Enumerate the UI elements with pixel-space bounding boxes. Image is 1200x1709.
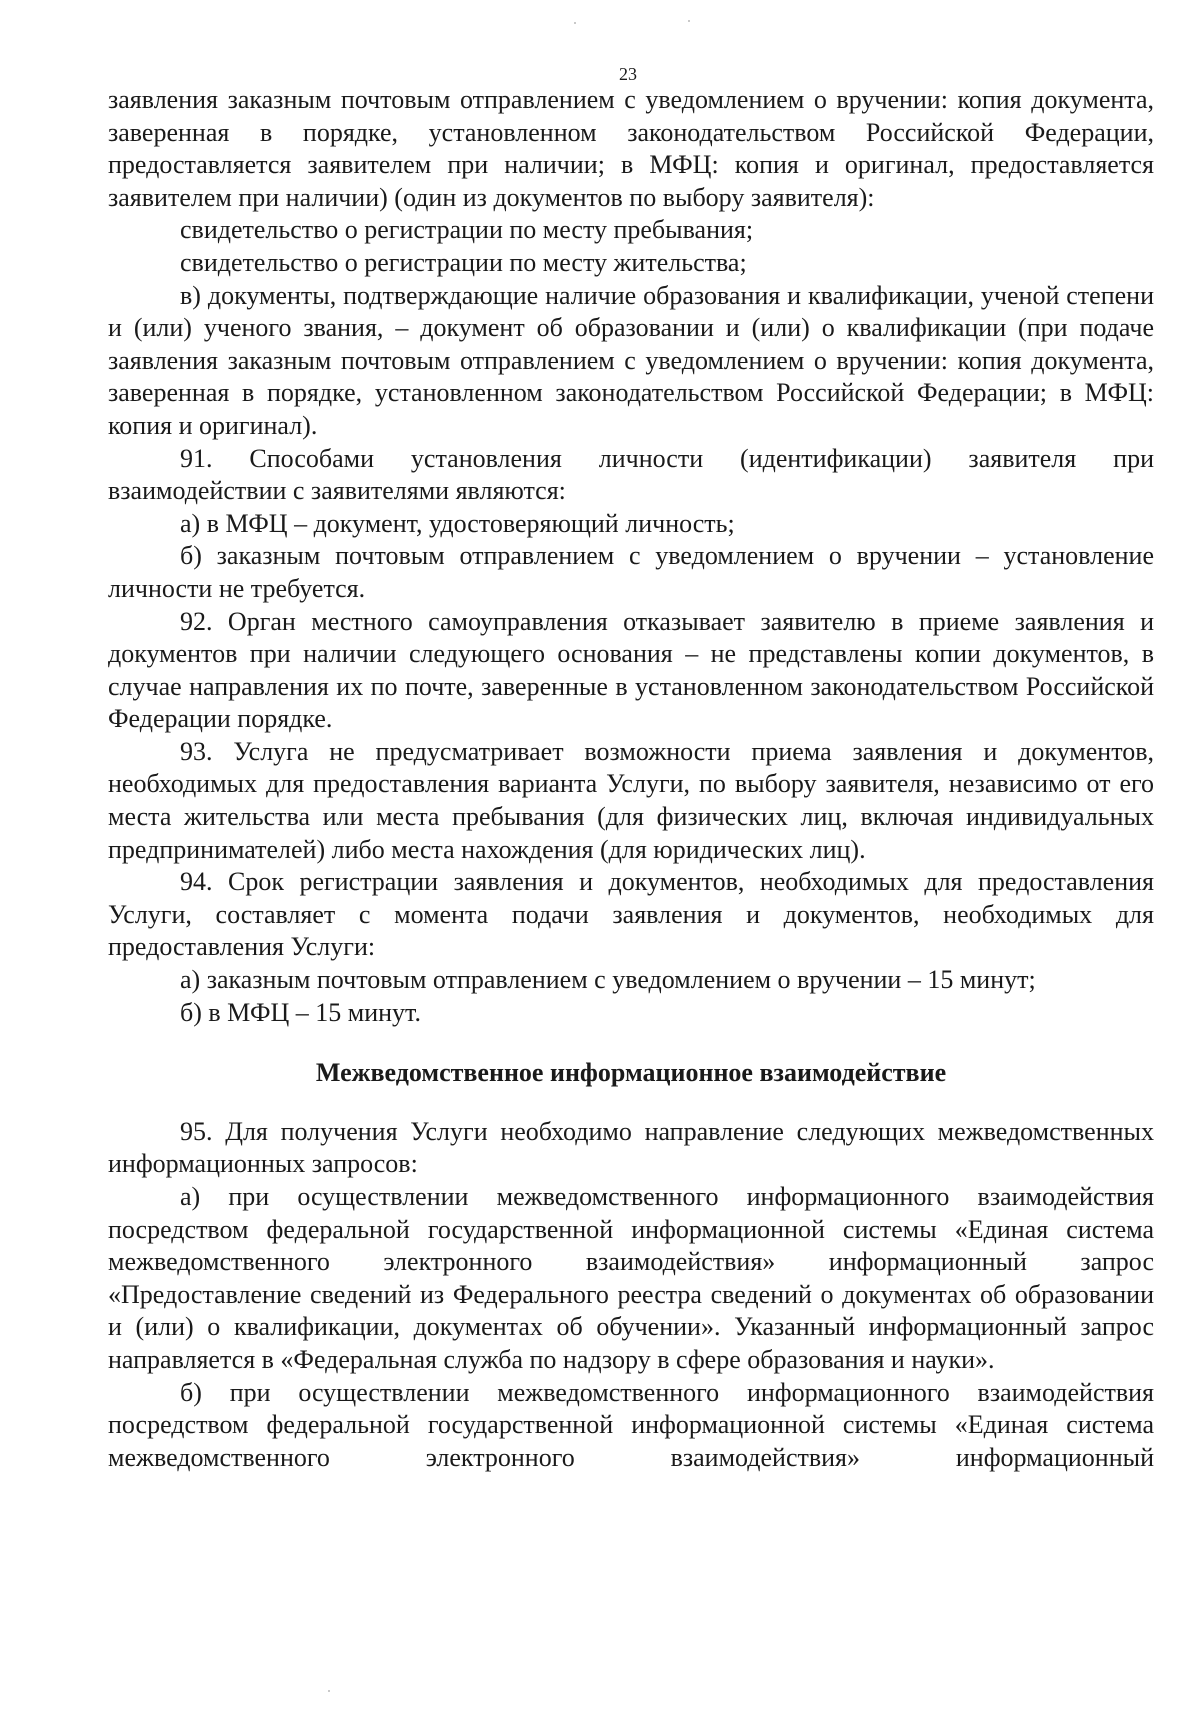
paragraph-95-b: б) при осуществлении межведомственного информационного взаимодействия посредством федеральной государственной информационной системы «Единая система межведомственного электронного взаимодействия» информационный bbox=[108, 1377, 1154, 1472]
scan-speck bbox=[328, 1690, 330, 1692]
paragraph-95-a: а) при осуществлении межведомственного информационного взаимодействия посредством федеральной государственной информационной системы «Единая система межведомственного электронного взаимодействия» информационный запрос «Предоставление сведений из Федерального реестра сведений о документах об образовании и (или) о квалификации, документах об обучении». Указанный информационный запрос направляется в «Федеральная служба по надзору в сфере образования и науки». bbox=[108, 1182, 1154, 1374]
paragraph-continuation: заявления заказным почтовым отправлением с уведомлением о вручении: копия документа, заверенная в порядке, установленном законодательством Российской Федерации, предоставляется заявителем при наличии; в МФЦ: копия и оригинал, предоставляется заявителем при наличии) (один из документов по выбору заявителя): bbox=[108, 85, 1154, 212]
document-body bbox=[108, 84, 1154, 1474]
paragraph-94-b: б) в МФЦ – 15 минут. bbox=[180, 997, 421, 1027]
paragraph-93: 93. Услуга не предусматривает возможности приема заявления и документов, необходимых для предоставления варианта Услуги, по выбору заявителя, независимо от его места жительства или места пребывания (для физических лиц, включая индивидуальных предпринимателей) либо места нахождения (для юридических лиц). bbox=[108, 736, 1154, 864]
paragraph-94-a: а) заказным почтовым отправлением с уведомлением о вручении – 15 минут; bbox=[180, 965, 1036, 995]
paragraph-94: 94. Срок регистрации заявления и документов, необходимых для предоставления Услуги, составляет с момента подачи заявления и документов, необходимых для предоставления Услуги: bbox=[108, 867, 1154, 962]
paragraph-91-a: а) в МФЦ – документ, удостоверяющий личность; bbox=[180, 508, 735, 538]
list-item-certificate-stay: свидетельство о регистрации по месту пребывания; bbox=[180, 215, 754, 245]
section-heading: Межведомственное информационное взаимодействие bbox=[315, 1058, 947, 1088]
paragraph-91: 91. Способами установления личности (идентификации) заявителя при взаимодействии с заявителями являются: bbox=[108, 443, 1154, 506]
paragraph-95: 95. Для получения Услуги необходимо направление следующих межведомственных информационных запросов: bbox=[108, 1116, 1154, 1179]
page-number: 23 bbox=[619, 64, 637, 84]
paragraph-91-b: б) заказным почтовым отправлением с уведомлением о вручении – установление личности не требуется. bbox=[108, 541, 1154, 603]
paragraph-92: 92. Орган местного самоуправления отказывает заявителю в приеме заявления и документов при наличии следующего основания – не представлены копии документов, в случае направления их по почте, заверенные в установленном законодательством Российской Федерации порядке. bbox=[108, 606, 1154, 734]
paragraph-item-v: в) документы, подтверждающие наличие образования и квалификации, ученой степени и (или) ученого звания, – документ об образовании и (или) о квалификации (при подаче заявления заказным почтовым отправлением с уведомлением о вручении: копия документа, заверенная в порядке, установленном законодательством Российской Федерации; в МФЦ: копия и оригинал). bbox=[108, 280, 1154, 440]
scan-speck bbox=[688, 20, 690, 22]
list-item-certificate-residence: свидетельство о регистрации по месту жительства; bbox=[180, 247, 747, 277]
scan-speck bbox=[574, 22, 576, 24]
